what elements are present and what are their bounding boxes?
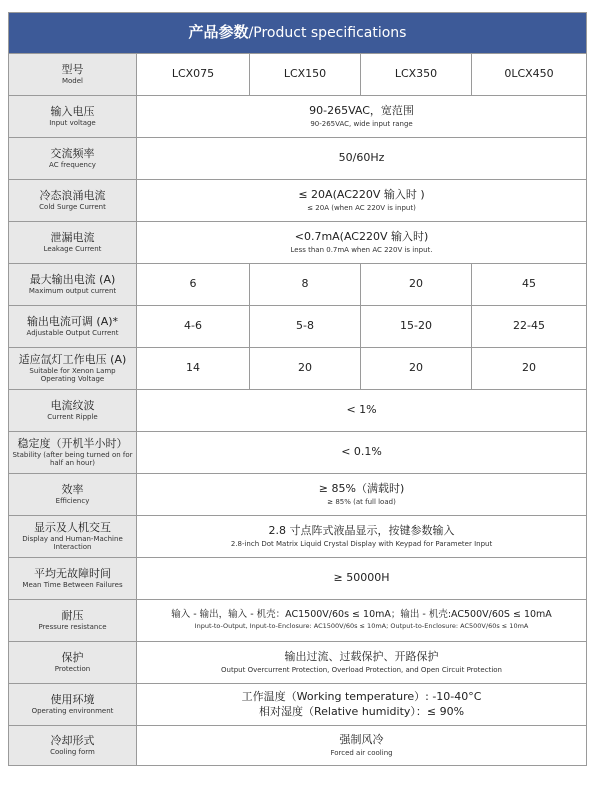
spec-row-max-output (9, 264, 587, 306)
label-en: Pressure resistance (38, 623, 107, 632)
spec-row-ripple (9, 390, 587, 432)
row-label (9, 558, 137, 600)
label-en: Cold Surge Current (39, 203, 106, 212)
label-zh: 使用环境 (50, 692, 95, 706)
value-main: 2.8 寸点阵式液晶显示，按键参数输入 (268, 524, 455, 538)
value-main: 工作温度（Working temperature）: -10-40°C (241, 689, 482, 703)
row-label (9, 96, 137, 138)
value-cell (137, 474, 587, 516)
value-cell: 20 (472, 348, 587, 390)
row-label (9, 138, 137, 180)
value-cell (137, 684, 587, 726)
value-cell (137, 138, 587, 180)
title-en: /Product specifications (248, 25, 407, 42)
title-zh: 产品参数 (188, 23, 249, 42)
value-sub: Less than 0.7mA when AC 220V is input. (290, 245, 433, 254)
label-zh: 耐压 (61, 608, 84, 622)
label-zh: 冷却形式 (50, 733, 95, 747)
label-zh: 稳定度（开机半小时） (17, 436, 128, 450)
spec-row-cooling (9, 726, 587, 766)
spec-table (8, 12, 587, 766)
label-zh: 输出电流可调 (A)* (26, 314, 119, 328)
label-zh: 泄漏电流 (50, 230, 95, 244)
label-zh: 适应氙灯工作电压 (A) (18, 352, 127, 366)
value-cell: 8 (250, 264, 361, 306)
spec-row-adjustable-output (9, 306, 587, 348)
spec-row-model (9, 54, 587, 96)
label-en: Model (61, 77, 84, 86)
value-main: <0.7mA(AC220V 输入时) (294, 230, 429, 244)
label-en: Display and Human-Machine Interaction (22, 535, 123, 552)
row-label (9, 306, 137, 348)
row-label (9, 642, 137, 684)
value-cell (137, 222, 587, 264)
value-cell: LCX075 (137, 54, 250, 96)
spec-row-mtbf (9, 558, 587, 600)
row-label (9, 54, 137, 96)
label-zh: 输入电压 (50, 104, 95, 118)
value-cell (137, 558, 587, 600)
value-cell (137, 180, 587, 222)
value-main: < 1% (346, 403, 377, 417)
label-en: Suitable for Xenon Lamp Operating Voltage (29, 367, 116, 384)
value-main: 50/60Hz (338, 151, 385, 165)
value-sub: Forced air cooling (330, 748, 393, 757)
label-zh: 冷态浪涌电流 (39, 188, 106, 202)
value-cell: 20 (250, 348, 361, 390)
value-main: 输出过流、过载保护、开路保护 (284, 650, 439, 664)
value-cell: LCX350 (361, 54, 472, 96)
spec-row-efficiency (9, 474, 587, 516)
spec-row-display (9, 516, 587, 558)
row-label (9, 348, 137, 390)
spec-row-stability (9, 432, 587, 474)
value-main: 输入 - 输出，输入 - 机壳：AC1500V/60s ≤ 10mA；输出 - 机壳:AC500V/60S ≤ 10mA (171, 609, 552, 621)
spec-row-leakage (9, 222, 587, 264)
label-en: Leakage Current (43, 245, 102, 254)
value-cell (137, 516, 587, 558)
row-label (9, 474, 137, 516)
label-zh: 平均无故障时间 (34, 566, 111, 580)
row-label (9, 516, 137, 558)
value-cell (137, 642, 587, 684)
value-sub: ≤ 20A (when AC 220V is input) (307, 203, 416, 212)
label-zh: 保护 (61, 650, 84, 664)
value-sub: 2.8-inch Dot Matrix Liquid Crystal Display with Keypad for Parameter Input (230, 539, 493, 548)
spec-row-pressure (9, 600, 587, 642)
row-label (9, 684, 137, 726)
label-zh: 电流纹波 (50, 398, 95, 412)
value-sub: 90-265VAC, wide input range (310, 119, 413, 128)
value-cell: 0LCX450 (472, 54, 587, 96)
label-en: Mean Time Between Failures (22, 581, 123, 590)
value-main: < 0.1% (341, 445, 382, 459)
spec-row-protection (9, 642, 587, 684)
row-label (9, 390, 137, 432)
label-zh: 最大输出电流 (A) (29, 272, 116, 286)
value-cell: 14 (137, 348, 250, 390)
label-zh: 交流频率 (50, 146, 95, 160)
row-label (9, 726, 137, 766)
row-label (9, 264, 137, 306)
spec-row-input-voltage (9, 96, 587, 138)
label-en: AC frequency (49, 161, 96, 170)
row-label (9, 432, 137, 474)
value-cell: 20 (361, 348, 472, 390)
value-cell: 45 (472, 264, 587, 306)
value-main: 90-265VAC，宽范围 (309, 104, 414, 118)
value-cell: LCX150 (250, 54, 361, 96)
value-cell (137, 600, 587, 642)
value-sub: Input-to-Output, Input-to-Enclosure: AC1500V/60s ≤ 10mA; Output-to-Enclosure: AC500V/60s ≤ 10mA (194, 622, 529, 631)
label-en: Stability (after being turned on for half an hour) (12, 451, 133, 468)
label-zh: 效率 (61, 482, 84, 496)
label-en: Protection (54, 665, 91, 674)
value-cell: 22-45 (472, 306, 587, 348)
label-zh: 显示及人机交互 (34, 520, 111, 534)
spec-row-ac-frequency (9, 138, 587, 180)
value-cell (137, 96, 587, 138)
label-en: Operating environment (31, 707, 114, 716)
value-sub: ≥ 85% (at full load) (327, 497, 396, 506)
label-en: Current Ripple (47, 413, 98, 422)
label-en: Maximum output current (28, 287, 117, 296)
value-cell: 15-20 (361, 306, 472, 348)
value-cell: 5-8 (250, 306, 361, 348)
spec-row-environment (9, 684, 587, 726)
row-label (9, 180, 137, 222)
row-label (9, 600, 137, 642)
table-title (9, 13, 587, 54)
row-label (9, 222, 137, 264)
label-en: Efficiency (55, 497, 90, 506)
value-cell (137, 390, 587, 432)
spec-row-xenon-voltage (9, 348, 587, 390)
label-en: Cooling form (50, 748, 95, 757)
value-main: ≤ 20A(AC220V 输入时 ) (298, 188, 425, 202)
value-cell: 6 (137, 264, 250, 306)
value-main: 强制风冷 (339, 733, 384, 747)
value-main: ≥ 50000H (333, 571, 390, 585)
value-sub: 相对湿度（Relative humidity）：≤ 90% (258, 704, 465, 718)
value-cell: 4-6 (137, 306, 250, 348)
value-main: ≥ 85%（满载时) (318, 482, 405, 496)
title-row (9, 13, 587, 54)
label-en: Input voltage (49, 119, 96, 128)
value-cell: 20 (361, 264, 472, 306)
value-cell (137, 432, 587, 474)
spec-row-cold-surge (9, 180, 587, 222)
value-sub: Output Overcurrent Protection, Overload Protection, and Open Circuit Protection (221, 665, 502, 674)
label-en: Adjustable Output Current (26, 329, 119, 338)
value-cell (137, 726, 587, 766)
label-zh: 型号 (61, 62, 84, 76)
